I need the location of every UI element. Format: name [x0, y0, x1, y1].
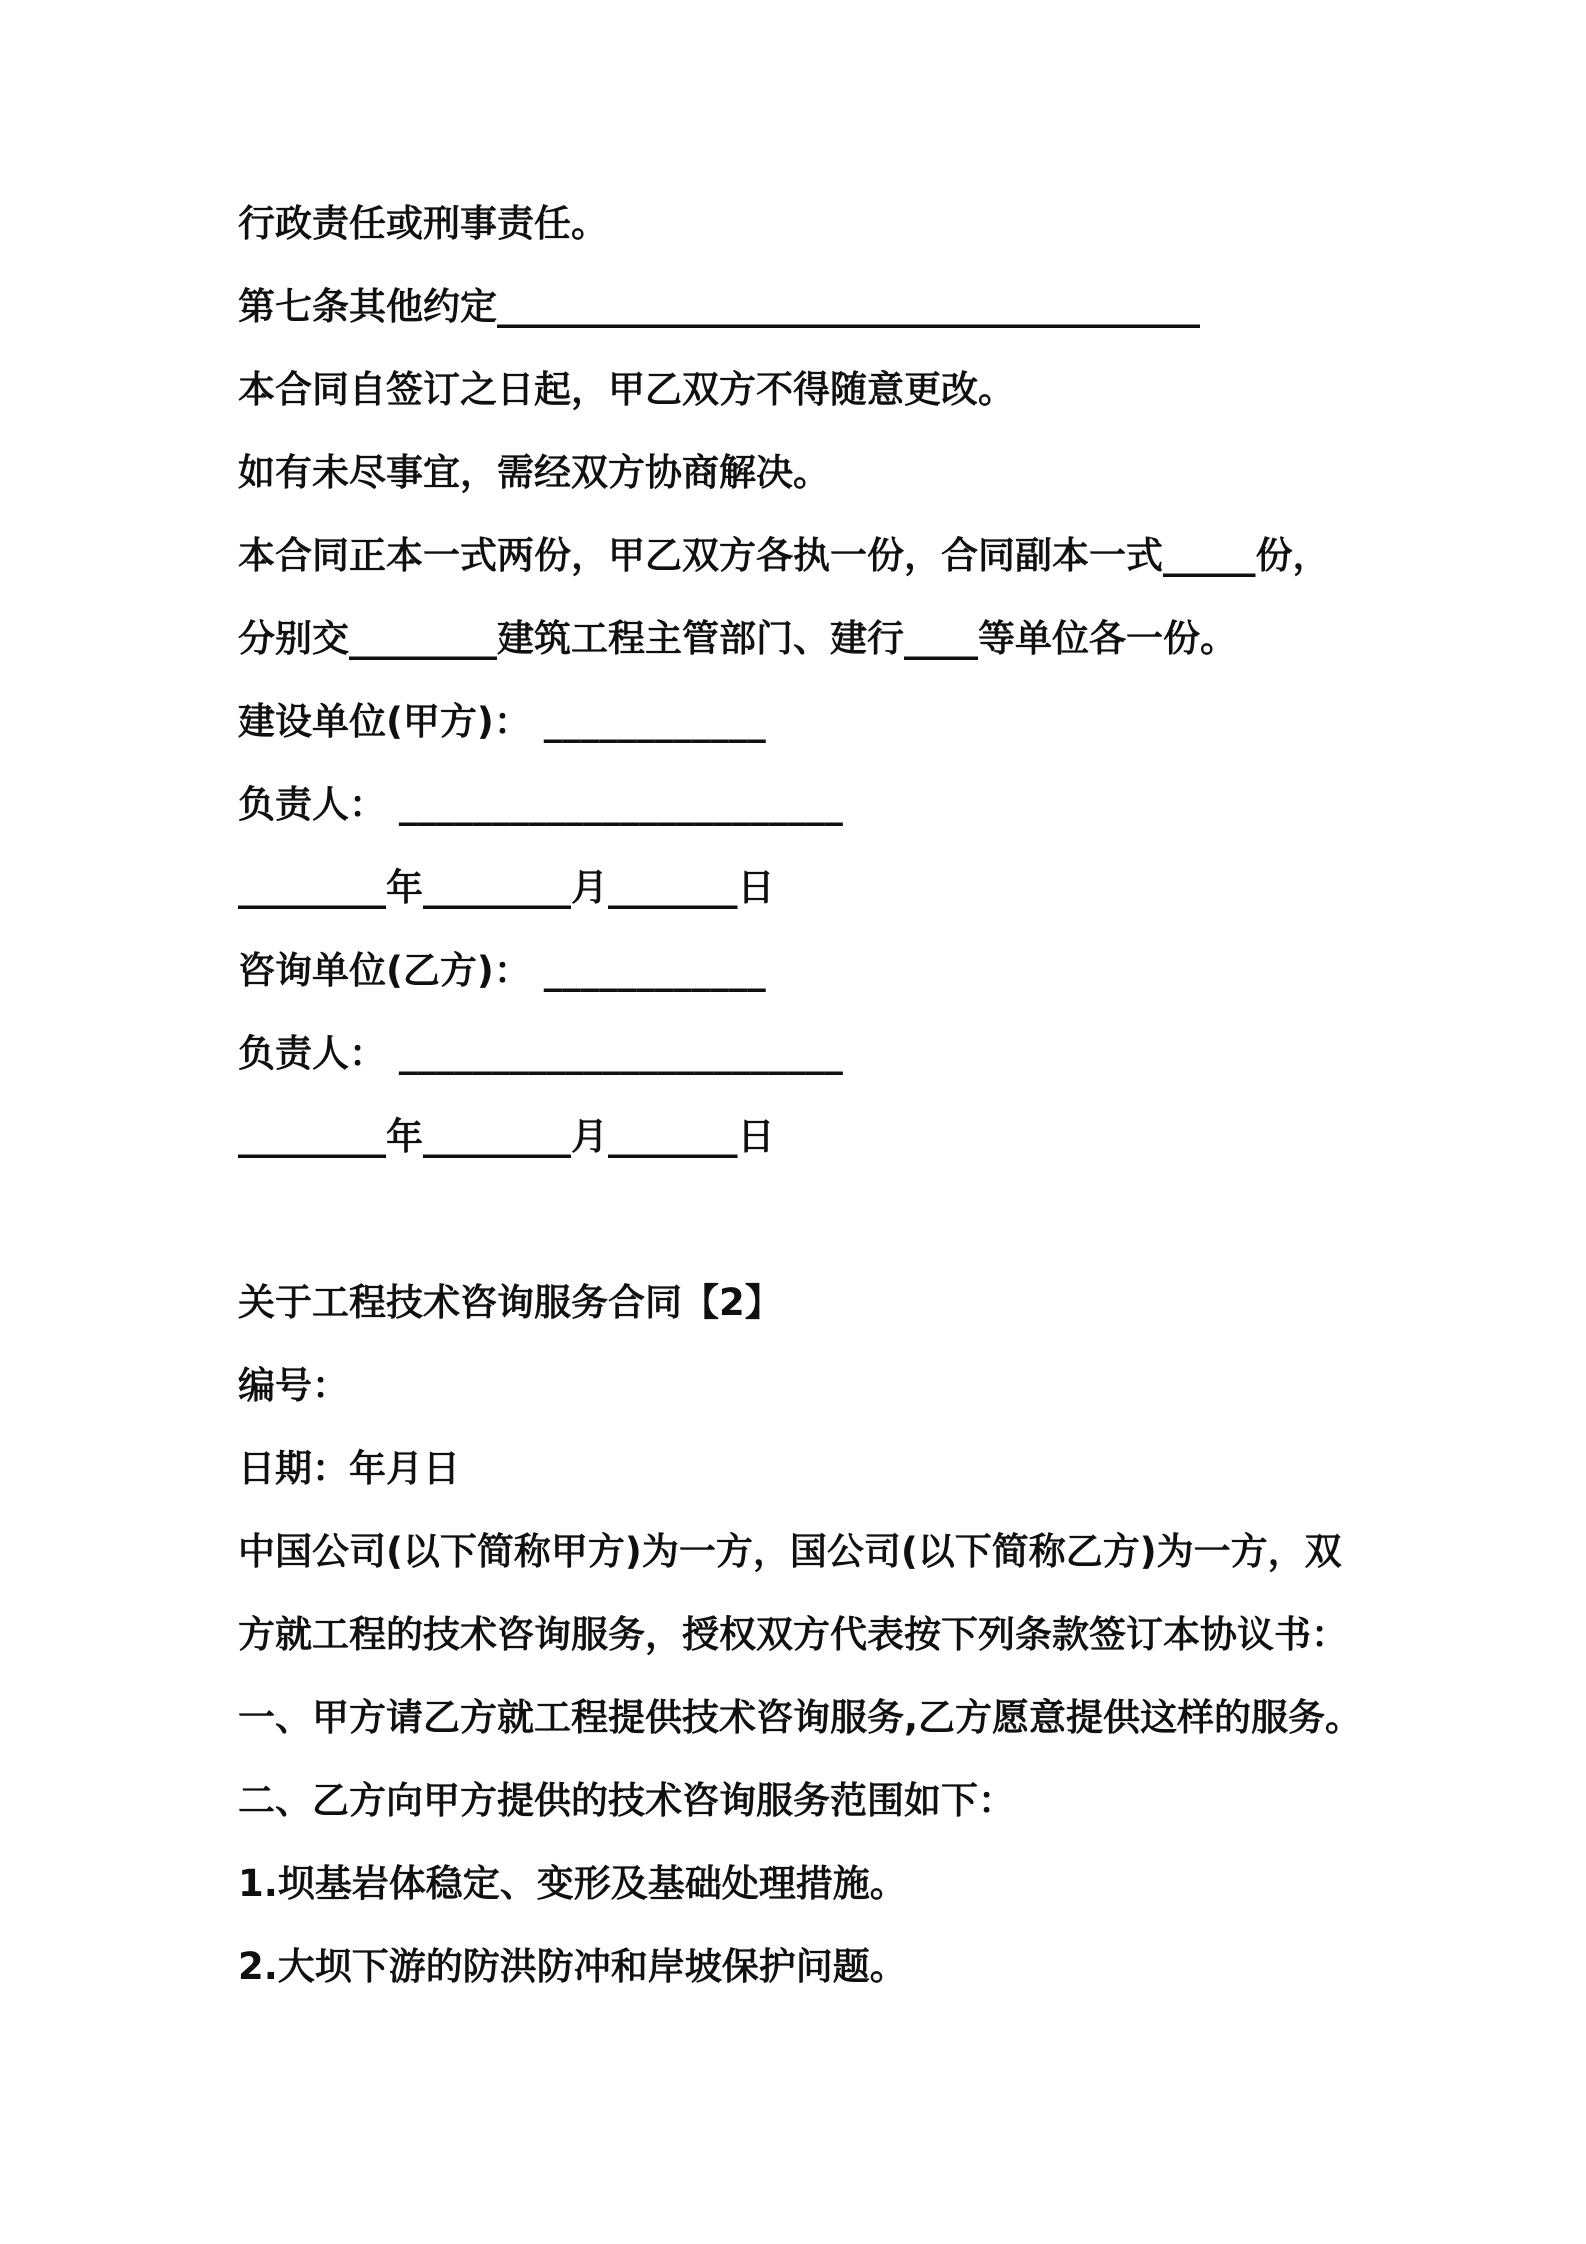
scope-item-1-line: 1.坝基岩体稳定、变形及基础处理措施。: [238, 1862, 907, 1905]
party-b-date-line: ________年________月_______日: [238, 1115, 775, 1158]
party-a-unit-line: 建设单位(甲方)： ____________: [238, 700, 766, 743]
item-1-service-request-line: 一、甲方请乙方就工程提供技术咨询服务,乙方愿意提供这样的服务。: [238, 1696, 1363, 1739]
parties-intro-line-1: 中国公司(以下简称甲方)为一方，国公司(以下简称乙方)为一方，双: [238, 1530, 1342, 1573]
clause-7-other-agreements-line: 第七条其他约定______________________________________: [238, 285, 1200, 328]
party-a-date-line: ________年________月_______日: [238, 866, 775, 909]
unresolved-matters-line: 如有未尽事宜，需经双方协商解决。: [238, 451, 830, 494]
copies-distribution-line: 分别交________建筑工程主管部门、建行____等单位各一份。: [238, 617, 1237, 660]
contract-number-line: 编号：: [238, 1364, 349, 1407]
item-2-service-scope-line: 二、乙方向甲方提供的技术咨询服务范围如下：: [238, 1779, 1015, 1822]
party-b-responsible-person-line: 负责人： ________________________: [238, 1032, 843, 1075]
scope-item-2-line: 2.大坝下游的防洪防冲和岸坡保护问题。: [238, 1945, 907, 1988]
party-a-responsible-person-line: 负责人： ________________________: [238, 783, 843, 826]
liability-clause-line: 行政责任或刑事责任。: [238, 202, 608, 245]
contract-copies-line: 本合同正本一式两份，甲乙双方各执一份，合同副本一式_____份，: [238, 534, 1330, 577]
contract-no-change-line: 本合同自签订之日起，甲乙双方不得随意更改。: [238, 368, 1015, 411]
party-b-unit-line: 咨询单位(乙方)： ____________: [238, 949, 766, 992]
contract-date-line: 日期：年月日: [238, 1447, 460, 1490]
section2-title: 关于工程技术咨询服务合同【2】: [238, 1281, 782, 1324]
section-gap: [238, 1178, 1466, 1261]
parties-intro-line-2: 方就工程的技术咨询服务，授权双方代表按下列条款签订本协议书：: [238, 1613, 1348, 1656]
